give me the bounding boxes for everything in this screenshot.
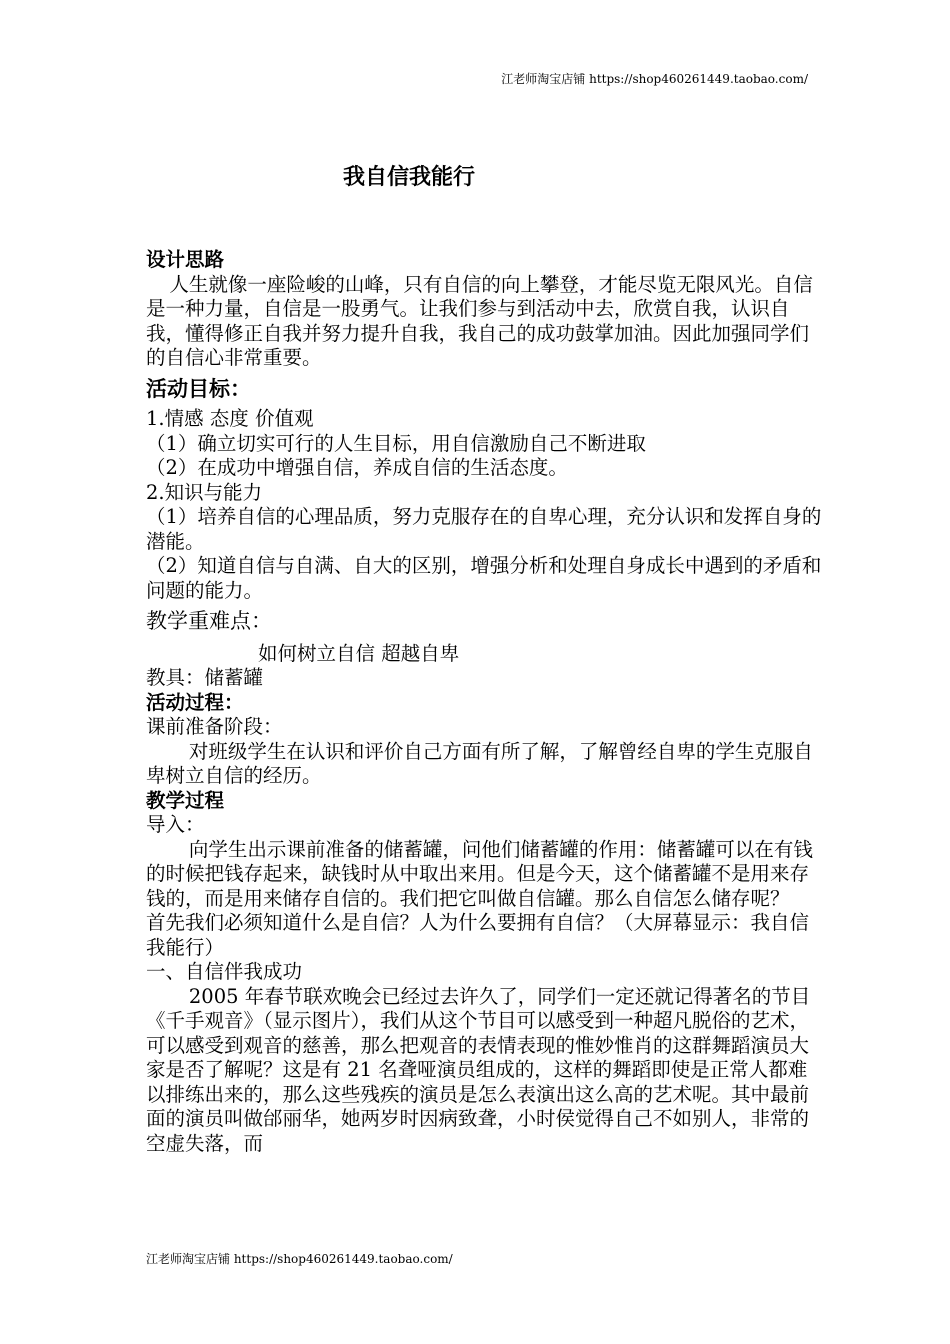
teaching-heading: 教学过程 bbox=[146, 788, 225, 812]
document-title: 我自信我能行 bbox=[342, 165, 475, 190]
part1-title: 一、自信伴我成功 bbox=[146, 960, 303, 983]
goal2-title: 2.知识与能力 bbox=[146, 480, 263, 504]
key-points-text: 如何树立自信 超越自卑 bbox=[258, 641, 460, 665]
design-paragraph: 人生就像一座险峻的山峰，只有自信的向上攀登，才能尽览无限风光。自信是一种力量，自信是一股勇气。让我们参与到活动中去，欣赏自我，认识自我，懂得修正自我并努力提升自我，我自己的成功鼓掌加油。因此加强同学们的自信心非常重要。 bbox=[146, 272, 813, 369]
intro-title: 导入： bbox=[146, 813, 205, 836]
part1-paragraph: 2005 年春节联欢晚会已经过去许久了，同学们一定还就记得著名的节目《千手观音》（显示图片），我们从这个节目可以感受到一种超凡脱俗的艺术，可以感受到观音的慈善，那么把观音的表情表现的惟妙惟肖的这群舞蹈演员大家是否了解呢？这是有 21 名聋哑演员组成的，这样的舞蹈即使是正常人都难以排练出来的，那么这些残疾的演员是怎么表演出这么高的艺术呢。其中最前面的演员叫做邰丽华，她两岁时因病致聋，小时侯觉得自己不如别人，非常的空虚失落，而 bbox=[146, 984, 811, 1155]
goal1-title: 1.情感 态度 价值观 bbox=[146, 407, 314, 430]
tools-line: 教具：储蓄罐 bbox=[146, 666, 264, 689]
prep-title: 课前准备阶段： bbox=[146, 715, 283, 738]
intro-paragraph: 向学生出示课前准备的储蓄罐，问他们储蓄罐的作用：储蓄罐可以在有钱的时候把钱存起来，缺钱时从中取出来用。但是今天，这个储蓄罐不是用来存钱的，而是用来储存自信的。我们把它叫做自信罐。那么自信怎么储存呢？ bbox=[146, 837, 813, 910]
page-header: 江老师淘宝店铺 https://shop460261449.taobao.com/ bbox=[501, 72, 808, 86]
key-points-heading: 教学重难点： bbox=[146, 609, 272, 633]
goal1-item-b: （2）在成功中增强自信，养成自信的生活态度。 bbox=[146, 456, 568, 479]
goal2-item-a: （1）培养自信的心理品质，努力克服存在的自卑心理，充分认识和发挥自身的潜能。 bbox=[146, 505, 822, 553]
goals-heading: 活动目标： bbox=[146, 376, 251, 401]
goal2-item-b: （2）知道自信与自满、自大的区别，增强分析和处理自身成长中遇到的矛盾和问题的能力。 bbox=[146, 554, 822, 602]
process-heading: 活动过程： bbox=[146, 690, 244, 714]
intro-question: 首先我们必须知道什么是自信？人为什么要拥有自信？（大屏幕显示：我自信我能行） bbox=[146, 911, 810, 959]
prep-paragraph: 对班级学生在认识和评价自己方面有所了解，了解曾经自卑的学生克服自卑树立自信的经历。 bbox=[146, 739, 813, 787]
document-body bbox=[146, 248, 826, 1156]
page-footer: 江老师淘宝店铺 https://shop460261449.taobao.com/ bbox=[146, 1252, 453, 1266]
design-heading: 设计思路 bbox=[146, 248, 225, 271]
goal1-item-a: （1）确立切实可行的人生目标，用自信激励自己不断进取 bbox=[146, 431, 646, 455]
